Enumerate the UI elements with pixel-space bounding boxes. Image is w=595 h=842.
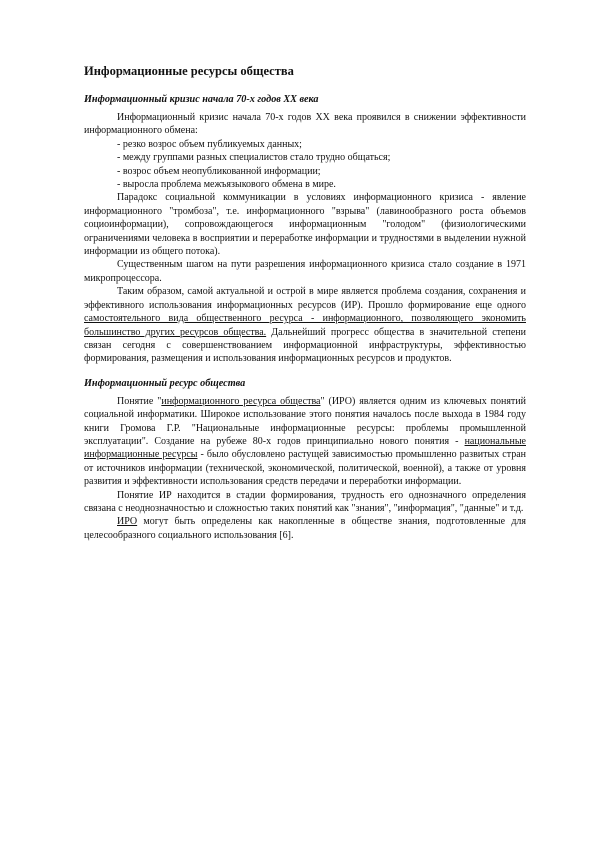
paragraph-text: " (ИРО) является одним из ключевых понятий социальной информатики. Широкое использование этого понятия началось после выхода в 1984 году книги Громова Г.Р. "Национальные информационные ресурсы: проблемы промышленной эксплуатации". Создание на рубеже 80-х годов принципиально нового понятия - — [84, 395, 526, 447]
paragraph: Парадокс социальной коммуникации в условиях информационного кризиса - явление информационного "тромбоза", т.е. информационного "взрыва" (лавинообразного роста объемов социоинформации), сопровождающегося информационным "голодом" (физиологическими ограничениями человека в восприятии и переработке информации и трудностями в выделении нужной информации из общего потока). — [84, 192, 526, 258]
underlined-phrase: самостоятельного вида общественного ресурса - информационного, позволяющего экономить большинство других ресурсов общества. — [84, 313, 526, 338]
paragraph — [84, 395, 526, 489]
paragraph: Информационный кризис начала 70-х годов XX века проявился в снижении эффективности информационного обмена: — [84, 112, 526, 137]
paragraph-text: - было обусловлено растущей зависимостью промышленно развитых стран от источников информации (технической, экономической, политической, военной), а также от уровня развития и эффективности использования средств передачи и переработки информации. — [84, 449, 526, 488]
document-page — [84, 64, 526, 542]
list-item: - между группами разных специалистов стало трудно общаться; — [117, 152, 391, 164]
paragraph-text: Понятие " — [117, 395, 162, 407]
paragraph — [84, 285, 526, 365]
list-item: - выросла проблема межъязыкового обмена в мире. — [117, 179, 336, 191]
underlined-phrase: национальные информационные ресурсы — [84, 435, 526, 461]
list-item: - возрос объем неопубликованной информации; — [117, 165, 321, 177]
paragraph: Существенным шагом на пути разрешения информационного кризиса стало создание в 1971 микропроцессора. — [84, 259, 526, 284]
paragraph-text: Дальнейший прогресс общества в значительной степени связан сегодня с совершенствованием информационной инфраструктуры, эффективностью формирования, размещения и использования информационных ресурсов и продуктов. — [84, 326, 526, 365]
underlined-phrase: информационного ресурса общества — [161, 395, 321, 407]
document-title: Информационные ресурсы общества — [84, 64, 294, 78]
list-item: - резко возрос объем публикуемых данных; — [117, 138, 302, 150]
paragraph-text: Таким образом, самой актуальной и острой в мире является проблема создания, сохранения и эффективного использования информационных ресурсов (ИР). Прошло формирование еще одного — [84, 286, 526, 311]
paragraph-text: могут быть определены как накопленные в обществе знания, подготовленные для целесообразного социального использования [6]. — [84, 516, 526, 541]
section-heading-resource: Информационный ресурс общества — [84, 377, 246, 389]
paragraph: Понятие ИР находится в стадии формирования, трудность его однозначного определения связана с неоднозначностью и сложностью таких понятий как "знания", "информация", "данные" и т.д. — [84, 489, 526, 514]
paragraph — [84, 515, 526, 542]
underlined-phrase: ИРО — [117, 516, 138, 528]
section-heading-crisis: Информационный кризис начала 70-х годов XX века — [84, 94, 319, 105]
